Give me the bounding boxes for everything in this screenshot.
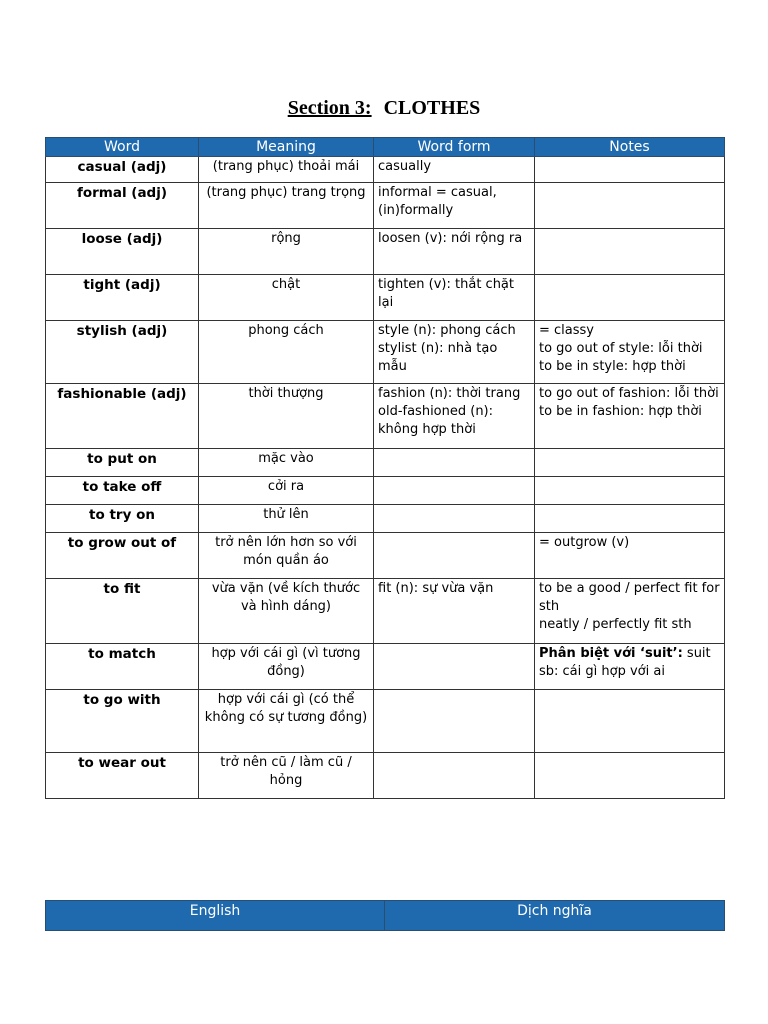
notes-line: to be a good / perfect fit for sth [539, 581, 720, 614]
cell-meaning: cởi ra [199, 477, 374, 505]
table-row [46, 183, 725, 229]
section-title [0, 96, 768, 120]
notes-line: to be in fashion: hợp thời [539, 404, 702, 419]
table-row [46, 229, 725, 275]
cell-word-form [374, 644, 535, 690]
notes-text: suit sb: cái gì hợp với ai [539, 646, 711, 679]
table-row [46, 321, 725, 384]
cell-notes [535, 533, 725, 579]
section-topic: CLOTHES [383, 97, 481, 119]
cell-word-form [374, 533, 535, 579]
table-row [46, 275, 725, 321]
section-label: Section 3: [287, 97, 372, 119]
header-word-form: Word form [374, 138, 535, 157]
cell-word: formal (adj) [46, 183, 199, 229]
header-meaning: Meaning [199, 138, 374, 157]
cell-word-form [374, 321, 535, 384]
table-row [46, 753, 725, 799]
word-form-line: fit (n): sự vừa vặn [378, 581, 494, 596]
cell-meaning: (trang phục) thoải mái [199, 157, 374, 183]
cell-meaning: thời thượng [199, 384, 374, 449]
cell-notes [535, 477, 725, 505]
cell-notes [535, 449, 725, 477]
cell-word-form [374, 275, 535, 321]
cell-notes [535, 644, 725, 690]
vocabulary-table [45, 137, 725, 799]
table-row [46, 157, 725, 183]
word-form-line: casually [378, 159, 432, 174]
cell-word: fashionable (adj) [46, 384, 199, 449]
header-notes: Notes [535, 138, 725, 157]
notes-bold-label: Phân biệt với ‘suit’: [539, 646, 683, 661]
word-form-line: tighten (v): thắt chặt lại [378, 277, 514, 310]
cell-word-form [374, 384, 535, 449]
cell-word: to match [46, 644, 199, 690]
cell-meaning: chật [199, 275, 374, 321]
word-form-line: stylist (n): nhà tạo mẫu [378, 341, 498, 374]
cell-word-form [374, 579, 535, 644]
word-form-line: informal = casual, [378, 185, 497, 200]
word-form-line: (in)formally [378, 203, 454, 218]
cell-word: to wear out [46, 753, 199, 799]
table-row [46, 644, 725, 690]
table-row [46, 384, 725, 449]
header-translation: Dịch nghĩa [385, 901, 725, 931]
cell-meaning: mặc vào [199, 449, 374, 477]
cell-notes [535, 183, 725, 229]
cell-meaning: hợp với cái gì (vì tương đồng) [199, 644, 374, 690]
cell-meaning: rộng [199, 229, 374, 275]
cell-word: to grow out of [46, 533, 199, 579]
table-row [46, 690, 725, 753]
table-row [46, 579, 725, 644]
notes-line [539, 645, 720, 681]
header-word: Word [46, 138, 199, 157]
cell-notes [535, 505, 725, 533]
table-row [46, 533, 725, 579]
cell-meaning: hợp với cái gì (có thể không có sự tương đồng) [199, 690, 374, 753]
cell-word-form [374, 157, 535, 183]
cell-meaning: (trang phục) trang trọng [199, 183, 374, 229]
cell-word: casual (adj) [46, 157, 199, 183]
cell-word: to go with [46, 690, 199, 753]
word-form-line: style (n): phong cách [378, 323, 516, 338]
cell-notes [535, 275, 725, 321]
table-row [46, 505, 725, 533]
cell-meaning: vừa vặn (về kích thước và hình dáng) [199, 579, 374, 644]
word-form-line: loosen (v): nới rộng ra [378, 231, 523, 246]
cell-word: loose (adj) [46, 229, 199, 275]
notes-line: = outgrow (v) [539, 535, 630, 550]
cell-notes [535, 690, 725, 753]
table-row [46, 449, 725, 477]
cell-notes [535, 579, 725, 644]
word-form-line: fashion (n): thời trang [378, 386, 521, 401]
cell-notes [535, 384, 725, 449]
notes-line: to go out of style: lỗi thời [539, 341, 703, 356]
cell-word-form [374, 505, 535, 533]
cell-word: to try on [46, 505, 199, 533]
notes-line: neatly / perfectly fit sth [539, 617, 692, 632]
translation-table [45, 900, 725, 931]
notes-line: to go out of fashion: lỗi thời [539, 386, 719, 401]
cell-word-form [374, 477, 535, 505]
cell-word-form [374, 229, 535, 275]
table-row [46, 477, 725, 505]
cell-meaning: phong cách [199, 321, 374, 384]
cell-word: tight (adj) [46, 275, 199, 321]
cell-word: to fit [46, 579, 199, 644]
cell-word: stylish (adj) [46, 321, 199, 384]
table-header-row [46, 138, 725, 157]
cell-meaning: thử lên [199, 505, 374, 533]
cell-notes [535, 157, 725, 183]
notes-line: = classy [539, 323, 594, 338]
cell-meaning: trở nên lớn hơn so với món quần áo [199, 533, 374, 579]
word-form-line: old-fashioned (n): không hợp thời [378, 404, 494, 437]
cell-notes [535, 229, 725, 275]
cell-notes [535, 753, 725, 799]
cell-word-form [374, 449, 535, 477]
translation-header-row [46, 901, 725, 931]
cell-word-form [374, 753, 535, 799]
cell-word: to take off [46, 477, 199, 505]
cell-word-form [374, 690, 535, 753]
notes-line: to be in style: hợp thời [539, 359, 686, 374]
header-english: English [46, 901, 385, 931]
cell-word-form [374, 183, 535, 229]
cell-notes [535, 321, 725, 384]
cell-word: to put on [46, 449, 199, 477]
cell-meaning: trở nên cũ / làm cũ / hỏng [199, 753, 374, 799]
